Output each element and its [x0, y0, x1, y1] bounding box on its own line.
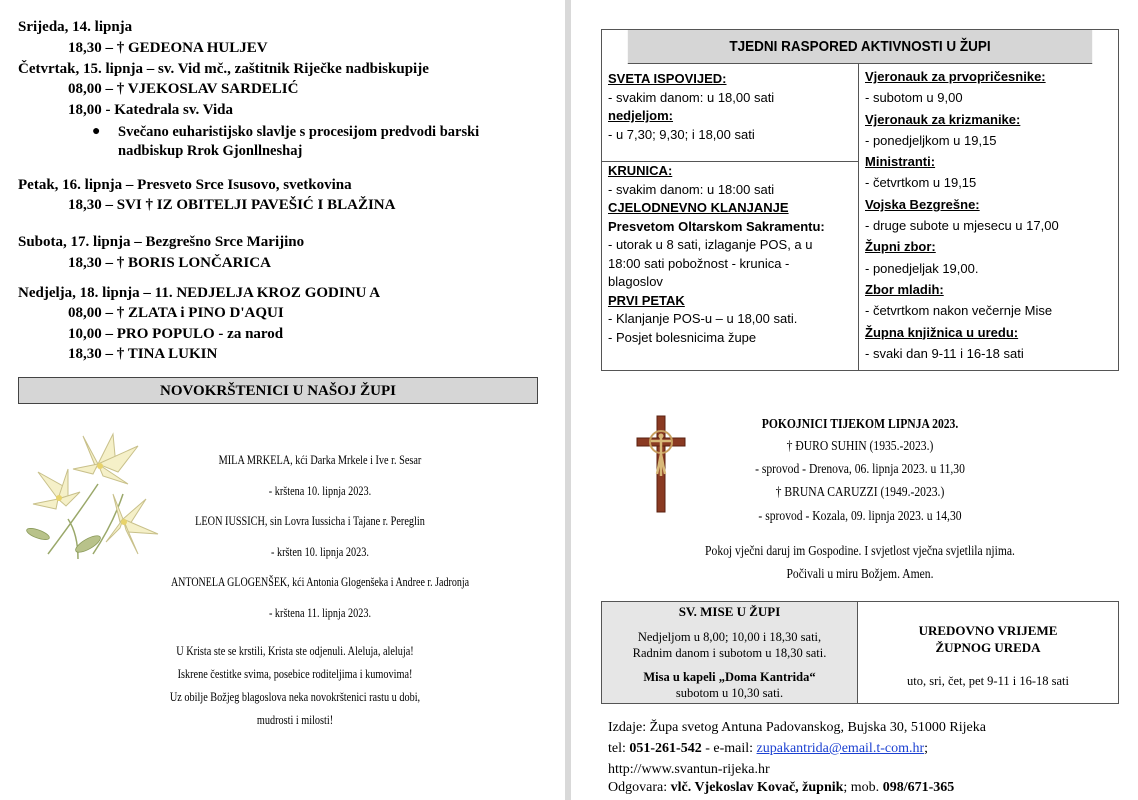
office-hours-cell	[858, 602, 1118, 703]
closing-line: Iskrene čestitke svima, posebice roditeljima i kumovima!	[177, 667, 413, 681]
day-heading: Srijeda, 14. lipnja	[18, 19, 133, 35]
mass-entry: 18,30 – † GEDEONA HULJEV	[68, 40, 268, 56]
office-hours-title: UREDOVNO VRIJEME	[918, 623, 1058, 638]
confession-heading: SVETA ISPOVIJED:	[608, 71, 727, 86]
first-friday-text: - Posjet bolesnicima župe	[608, 329, 757, 345]
baptized-entry: MILA MRKELA, kći Darka Mrkele i Ive r. Sesar	[218, 453, 422, 467]
chapel-mass-title: Misa u kapeli „Doma Kantrida“	[643, 670, 816, 684]
crucifix-image	[633, 414, 689, 514]
activity-text: - subotom u 9,00	[865, 90, 963, 106]
website-link[interactable]: http://www.svantun-rijeka.hr	[608, 762, 770, 777]
rosary-text: - svakim danom: u 18:00 sati	[608, 181, 775, 197]
closing-line: mudrosti i milosti!	[256, 713, 334, 727]
first-friday-heading: PRVI PETAK	[608, 292, 685, 308]
mass-times-table	[601, 601, 1119, 704]
email-label: - e-mail:	[701, 741, 757, 756]
tel-label: tel:	[608, 741, 630, 756]
editor-line	[608, 780, 954, 796]
mass-entry: 18,00 - Katedrala sv. Vida	[68, 102, 234, 118]
bullet-dot: ●	[92, 124, 101, 139]
phone-number: 051-261-542	[629, 741, 702, 756]
activity-text: - četvrtkom nakon večernje Mise	[865, 303, 1053, 319]
sunday-text: - u 7,30; 9,30; i 18,00 sati	[608, 126, 755, 142]
mass-times-cell	[602, 602, 858, 703]
activities-col-left	[602, 63, 859, 370]
deceased-name: † ĐURO SUHIN (1935.-2023.)	[786, 438, 934, 453]
mass-times-line: Radnim danom i subotom u 18,30 sati.	[632, 646, 827, 660]
day-heading: Petak, 16. lipnja – Presveto Srce Isusovo, svetkovina	[18, 177, 352, 193]
mass-entry: 08,00 – † ZLATA i PINO D'AQUI	[68, 305, 284, 321]
activity-heading: Vjeronauk za prvopričesnike:	[865, 69, 1046, 84]
activities-table	[601, 29, 1119, 371]
closing-line: U Krista ste se krstili, Krista ste odjenuli. Aleluja, aleluja!	[176, 644, 414, 658]
adoration-subheading: Presvetom Oltarskom Sakramentu:	[608, 218, 825, 234]
deceased-title: POKOJNICI TIJEKOM LIPNJA 2023.	[761, 416, 959, 431]
mass-times-line: Nedjeljom u 8,00; 10,00 i 18,30 sati,	[637, 630, 822, 644]
left-page	[0, 0, 560, 800]
funeral-info: - sprovod - Kozala, 09. lipnja 2023. u 14,30	[758, 508, 962, 523]
baptized-date: - kršten 10. lipnja 2023.	[271, 545, 369, 559]
activity-text: - ponedjeljkom u 19,15	[865, 132, 997, 148]
email-end: ;	[924, 741, 929, 756]
funeral-info: - sprovod - Drenova, 06. lipnja 2023. u 11,30	[755, 461, 965, 476]
editor-name: vlč. Vjekoslav Kovač, župnik	[670, 780, 844, 795]
closing-line: Uz obilje Božjeg blagoslova neka novokrštenici rastu u dobi,	[169, 690, 421, 704]
activity-text: - svaki dan 9-11 i 16-18 sati	[865, 345, 1024, 361]
activities-title: TJEDNI RASPORED AKTIVNOSTI U ŽUPI	[628, 30, 1092, 64]
activity-heading: Ministranti:	[865, 154, 936, 170]
baptized-date: - krštena 11. lipnja 2023.	[268, 606, 372, 620]
deceased-name: † BRUNA CARUZZI (1949.-2023.)	[775, 484, 945, 499]
activity-heading: Vojska Bezgrešne:	[865, 196, 980, 212]
bullet-note: Svečano euharistijsko slavlje s procesijom predvodi barski nadbiskup Rrok Gjonllneshaj	[118, 124, 480, 159]
adoration-heading: CJELODNEVNO KLANJANJE	[608, 200, 789, 215]
mass-times-title: SV. MISE U ŽUPI	[678, 604, 781, 619]
baptized-section-title: NOVOKRŠTENICI U NAŠOJ ŽUPI	[18, 377, 538, 404]
office-hours-text: uto, sri, čet, pet 9-11 i 16-18 sati	[906, 674, 1069, 688]
chapel-mass-time: subotom u 10,30 sati.	[675, 686, 784, 700]
day-heading: Četvrtak, 15. lipnja – sv. Vid mč., zaštitnik Riječke nadbiskupije	[18, 61, 429, 77]
activity-heading: Vjeronauk za krizmanike:	[865, 111, 1021, 127]
mass-entry: 18,30 – † BORIS LONČARICA	[68, 255, 271, 271]
sunday-heading: nedjeljom:	[608, 108, 674, 123]
lily-flowers-image	[18, 424, 168, 566]
right-page	[575, 0, 1138, 800]
first-friday-text: - Klanjanje POS-u – u 18,00 sati.	[608, 311, 798, 326]
page-divider	[565, 0, 571, 800]
office-hours-title: ŽUPNOG UREDA	[935, 640, 1041, 655]
mobile-number: 098/671-365	[882, 780, 955, 795]
mass-entry: 18,30 – SVI † IZ OBITELJI PAVEŠIĆ I BLAŽINA	[68, 197, 396, 213]
adoration-text: - utorak u 8 sati, izlaganje POS, a u	[608, 237, 813, 252]
activity-text: - četvrtkom u 19,15	[865, 175, 977, 191]
prayer-line: Pokoj vječni daruj im Gospodine. I svjetlost vječna svjetlila njima.	[705, 543, 1015, 558]
contact-line	[608, 741, 928, 757]
mobile-label: ; mob.	[843, 780, 883, 795]
baptized-entry: ANTONELA GLOGENŠEK, kći Antonia Glogenšeka i Andree r. Jadronja	[170, 575, 470, 589]
activity-text: - ponedjeljak 19,00.	[865, 260, 979, 276]
activity-heading: Zbor mladih:	[865, 281, 944, 297]
publisher-line: Izdaje: Župa svetog Antuna Padovanskog, Bujska 30, 51000 Rijeka	[608, 720, 986, 735]
editor-label: Odgovara:	[608, 780, 671, 795]
activity-heading: Župni zbor:	[865, 239, 936, 255]
day-heading: Nedjelja, 18. lipnja – 11. NEDJELJA KROZ GODINU A	[18, 285, 381, 301]
prayer-line: Počivali u miru Božjem. Amen.	[786, 566, 934, 581]
confession-text: - svakim danom: u 18,00 sati	[608, 89, 775, 105]
activities-col-right	[859, 63, 1118, 370]
baptized-date: - krštena 10. lipnja 2023.	[268, 484, 372, 498]
mass-entry: 08,00 – † VJEKOSLAV SARDELIĆ	[68, 81, 299, 97]
adoration-text: 18:00 sati pobožnost - krunica -	[608, 255, 790, 271]
mass-entry: 10,00 – PRO POPULO - za narod	[68, 326, 284, 342]
baptized-entry: LEON IUSSICH, sin Lovra Iussicha i Tajane r. Pereglin	[195, 514, 425, 528]
activity-heading: Župna knjižnica u uredu:	[865, 324, 1019, 340]
activity-text: - druge subote u mjesecu u 17,00	[865, 218, 1059, 234]
mass-entry: 18,30 – † TINA LUKIN	[68, 346, 218, 362]
adoration-text: blagoslov	[608, 274, 663, 289]
day-heading: Subota, 17. lipnja – Bezgrešno Srce Marijino	[18, 234, 305, 250]
email-link[interactable]: zupakantrida@email.t-com.hr	[756, 741, 925, 756]
rosary-heading: KRUNICA:	[608, 163, 673, 178]
